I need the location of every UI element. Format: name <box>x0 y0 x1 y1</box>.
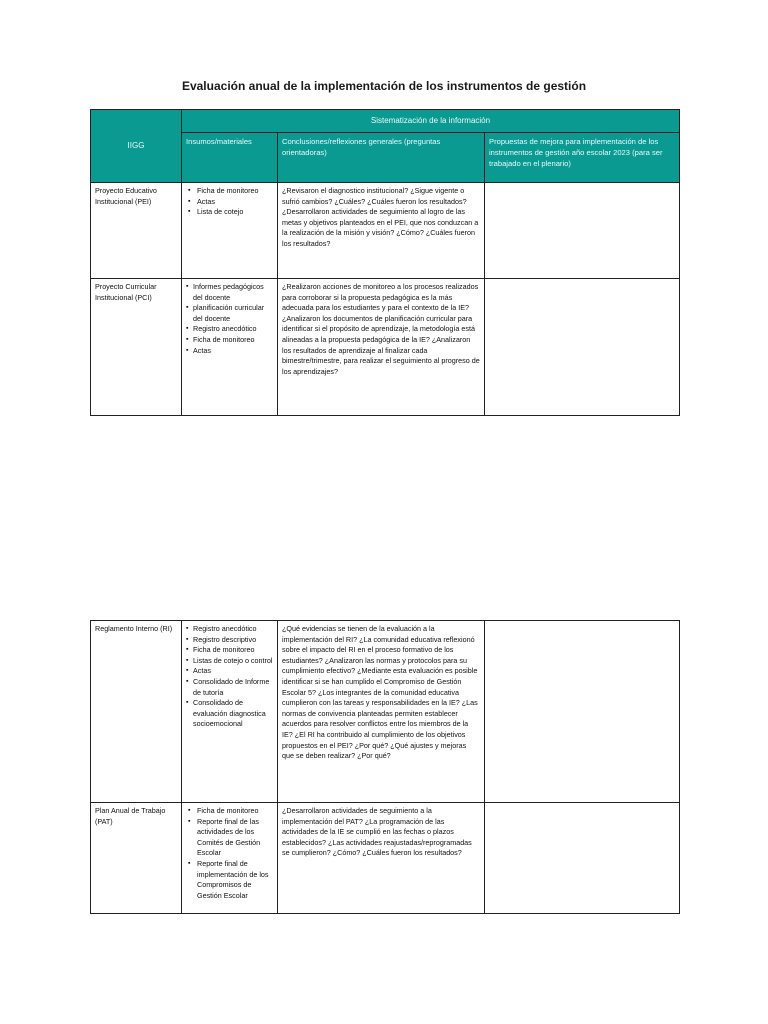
insumos-cell <box>182 183 278 279</box>
list-item: ▪ Consolidado de evaluación diagnostica socioemocional <box>186 698 273 730</box>
list-item: ▪ Reporte final de las actividades de los Comités de Gestión Escolar <box>186 817 273 859</box>
propuestas-cell[interactable] <box>485 803 680 914</box>
table-row <box>91 279 680 416</box>
conclusiones-cell: ¿Qué evidencias se tienen de la evaluación a la implementación del RI? ¿La comunidad educativa reflexionó sobre el impacto del RI en el proceso formativo de los estudiantes? ¿Analizaron las normas y protocolos para su cumplimiento efectivo? ¿Mediante esta evaluación es posible identificar si se han cumplido el Compromiso de Gestión Escolar 5? ¿Los integrantes de la comunidad educativa cumplieron con las tareas y responsabilidades en la IE? ¿Las normas de convivencia planteadas permiten establecer acuerdos para resolver conflictos entre los miembros de la IE? ¿El RI ha contribuido al cumplimiento de los objetivos propuestos en el PEI? ¿Por qué? ¿Qué ajustes y mejoras que se deben realizar? ¿Por qué? <box>278 621 485 803</box>
header-sistematizacion: Sistematización de la información <box>182 110 680 133</box>
list-item: ▪ Registro anecdótico <box>186 324 273 335</box>
list-item: ▪ Informes pedagógicos del docente <box>186 282 273 303</box>
list-item: ▪ Ficha de monitoreo <box>186 335 273 346</box>
insumos-cell <box>182 621 278 803</box>
insumos-cell <box>182 803 278 914</box>
instrumento-cell: Plan Anual de Trabajo (PAT) <box>91 803 182 914</box>
list-item: ▪ Ficha de monitoreo <box>186 186 273 197</box>
conclusiones-cell: ¿Desarrollaron actividades de seguimiento a la implementación del PAT? ¿La programación de las actividades de la IE se cumplió en las fechas o plazos establecidos? ¿Las actividades reajustadas/reprogramadas se cumplieron? ¿Cómo? ¿Cuáles fueron los resultados? <box>278 803 485 914</box>
insumos-list <box>186 806 273 901</box>
instrumento-cell: Reglamento Interno (RI) <box>91 621 182 803</box>
propuestas-cell[interactable] <box>485 279 680 416</box>
insumos-list <box>186 186 273 218</box>
insumos-list <box>186 624 273 730</box>
list-item: ▪ Actas <box>186 197 273 208</box>
list-item: ▪ Reporte final de implementación de los Compromisos de Gestión Escolar <box>186 859 273 901</box>
header-propuestas: Propuestas de mejora para implementación de los instrumentos de gestión año escolar 2023 (para ser trabajado en el plenario) <box>485 133 680 183</box>
header-insumos: Insumos/materiales <box>182 133 278 183</box>
list-item: ▪ Registro anecdótico <box>186 624 273 635</box>
list-item: ▪ Ficha de monitoreo <box>186 645 273 656</box>
page-title: Evaluación anual de la implementación de los instrumentos de gestión <box>181 79 587 93</box>
list-item: ▪ planificación curricular del docente <box>186 303 273 324</box>
list-item: ▪ Consolidado de Informe de tutoría <box>186 677 273 698</box>
list-item: ▪ Actas <box>186 666 273 677</box>
insumos-list <box>186 282 273 356</box>
list-item: ▪ Ficha de monitoreo <box>186 806 273 817</box>
list-item: ▪ Lista de cotejo <box>186 207 273 218</box>
conclusiones-cell: ¿Realizaron acciones de monitoreo a los procesos realizados para corroborar si la propuesta pedagógica es la más adecuada para los estudiantes y para el contexto de la IE? ¿Analizaron los documentos de planificación curricular para identificar si el propósito de aprendizaje, la metodología está alineadas a la propuesta pedagógica de la IE? ¿Analizaron los resultados de aprendizaje al finalizar cada bimestre/trimestre, para realizar el seguimiento al progreso de los aprendizajes? <box>278 279 485 416</box>
table-row <box>91 621 680 803</box>
propuestas-cell[interactable] <box>485 183 680 279</box>
conclusiones-cell: ¿Revisaron el diagnostico institucional? ¿Sigue vigente o sufrió cambios? ¿Cuáles? ¿Cuáles fueron los resultados? ¿Desarrollaron actividades de seguimiento al logro de las metas y objetivos planteados en el PEI, que nos conduzcan a la realización de la misión y visión? ¿Cómo? ¿Cuáles fueron los resultados? <box>278 183 485 279</box>
insumos-cell <box>182 279 278 416</box>
list-item: ▪ Registro descriptivo <box>186 635 273 646</box>
instrumento-cell: Proyecto Educativo Institucional (PEI) <box>91 183 182 279</box>
table-row <box>91 803 680 914</box>
instrumento-cell: Proyecto Curricular Institucional (PCI) <box>91 279 182 416</box>
propuestas-cell[interactable] <box>485 621 680 803</box>
list-item: ▪ Actas <box>186 346 273 357</box>
header-conclusiones: Conclusiones/reflexiones generales (preguntas orientadoras) <box>278 133 485 183</box>
table-row <box>91 183 680 279</box>
list-item: ▪ Listas de cotejo o control <box>186 656 273 667</box>
evaluation-table-continued <box>90 620 680 914</box>
evaluation-table <box>90 109 680 416</box>
header-iigg: IIGG <box>91 110 182 183</box>
